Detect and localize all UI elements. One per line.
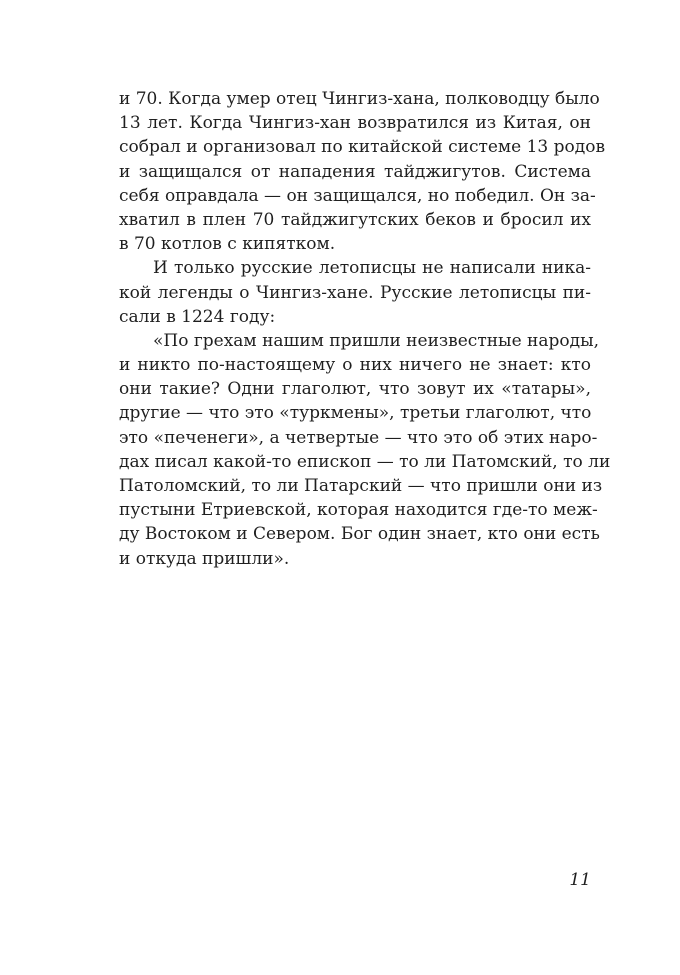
page-number: 11 (569, 870, 591, 890)
text-line: И только русские летописцы не написали ника- (153, 258, 591, 279)
text-line: и откуда пришли». (119, 548, 290, 569)
text-line: «По грехам нашим пришли неизвестные народы, (153, 330, 600, 351)
text-line: хватил в плен 70 тайджигутских беков и бросил их (119, 209, 591, 230)
text-line: собрал и организовал по китайской системе 13 родов (119, 137, 606, 158)
text-line: пустыни Етриевской, которая находится где-то меж- (119, 500, 598, 521)
text-line: 13 лет. Когда Чингиз-хан возвратился из Китая, он (119, 113, 591, 134)
text-line: они такие? Одни глаголют, что зовут их «татары», (119, 379, 591, 400)
text-line: кой легенды о Чингиз-хане. Русские летописцы пи- (119, 282, 591, 303)
text-line: ду Востоком и Севером. Бог один знает, кто они есть (119, 524, 600, 545)
text-line: Патоломский, то ли Патарский — что пришли они из (119, 476, 603, 496)
text-line: другие — что это «туркмены», третьи глаголют, что (119, 403, 592, 424)
body-text (119, 87, 611, 571)
text-line: и никто по-настоящему о них ничего не знает: кто (119, 355, 591, 376)
text-line: и защищался от нападения тайджигутов. Система (119, 161, 591, 182)
text-line: это «печенеги», а четвертые — что это об этих наро- (119, 427, 598, 448)
text-line: дах писал какой-то епископ — то ли Патомский, то ли (119, 451, 611, 472)
text-line: сали в 1224 году: (119, 306, 276, 327)
text-line: в 70 котлов с кипятком. (119, 234, 336, 255)
text-line: и 70. Когда умер отец Чингиз-хана, полководцу было (119, 89, 600, 109)
text-line: себя оправдала — он защищался, но победил. Он за- (119, 185, 596, 206)
